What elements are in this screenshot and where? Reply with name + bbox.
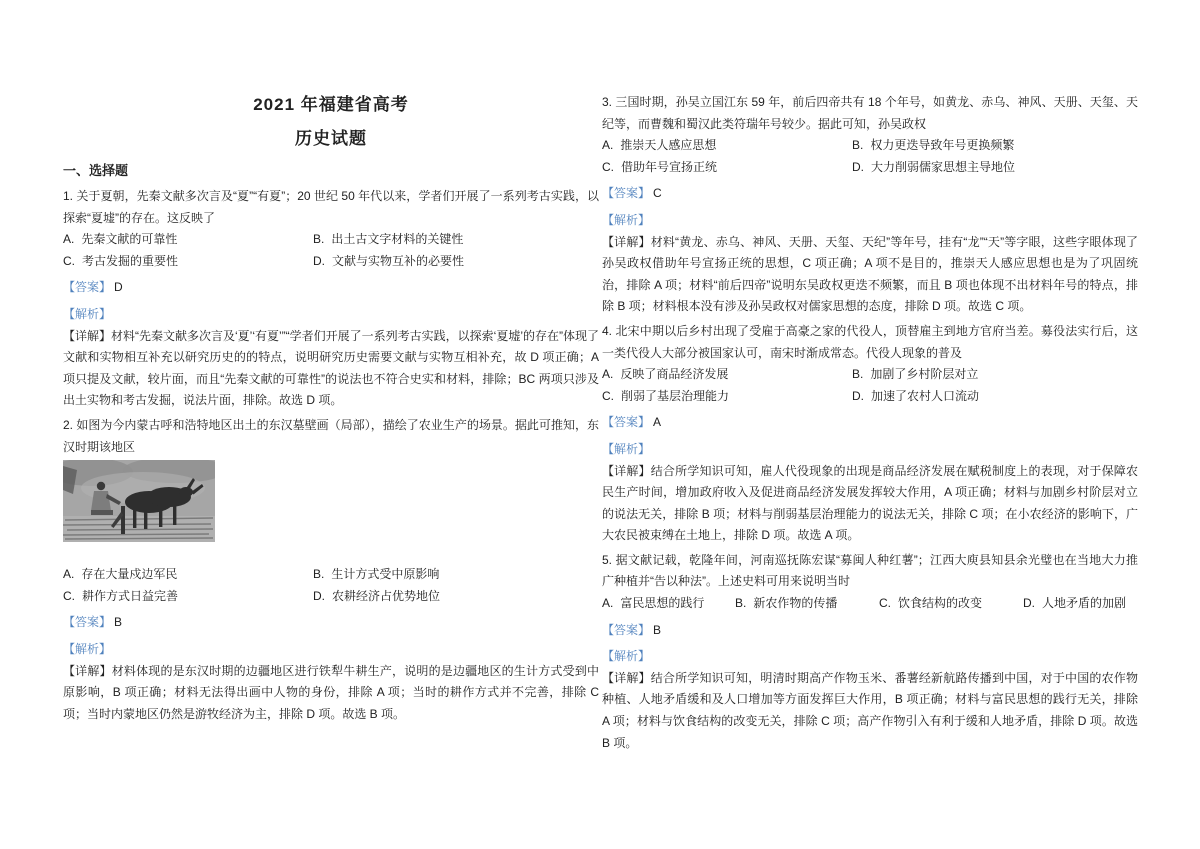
page-title-line-1: 2021 年福建省高考 xyxy=(253,95,409,114)
question-1-option-a: A. 先秦文献的可靠性 xyxy=(63,232,178,247)
question-3-option-b: B. 权力更迭导致年号更换频繁 xyxy=(852,138,1015,153)
question-4-option-c: C. 削弱了基层治理能力 xyxy=(602,388,730,403)
question-3-answer: 【答案】 C xyxy=(602,186,662,201)
right-column xyxy=(602,88,1138,754)
question-5-stem: 5. 据文献记载，乾隆年间，河南巡抚陈宏谋“募闽人种红薯”；江西大庾县知县余光璧也在当地大力推广种植并“告以种法”。上述史料可用来说明当时 xyxy=(602,552,1138,589)
question-4 xyxy=(602,321,1138,547)
section-heading: 一、选择题 xyxy=(63,163,129,178)
question-4-analysis-label: 【解析】 xyxy=(602,441,651,456)
question-3-option-d: D. 大力削弱儒家思想主导地位 xyxy=(852,159,1016,174)
question-3-detail: 【详解】材料“黄龙、赤乌、神风、天册、天玺、天纪”等年号，挂有“龙”“天”等字眼，这些字眼体现了孙吴政权借助年号宣扬正统的思想，C 项正确；A 项不是目的，推崇天人感应思想也是为了巩固统治，排除 A 项；材料“前后四帝”说明东吴政权更迭不频繁，而且 B 项也体现不出材料年号的特点，排除 B 项；材料根本没有涉及孙吴政权对儒家思想的态度，排除 D 项。故选 C 项。 xyxy=(602,234,1138,314)
question-5-option-a: A. 富民思想的践行 xyxy=(602,596,705,611)
question-1-option-d: D. 文献与实物互补的必要性 xyxy=(313,253,465,268)
question-4-option-a: A. 反映了商品经济发展 xyxy=(602,367,729,382)
question-3 xyxy=(602,92,1138,318)
question-5-analysis-label: 【解析】 xyxy=(602,649,651,664)
question-4-option-b: B. 加剧了乡村阶层对立 xyxy=(852,367,979,382)
question-4-stem: 4. 北宋中期以后乡村出现了受雇于高豪之家的代役人，顶替雇主到地方官府当差。募役法实行后，这一类代役人大部分被国家认可，南宋时渐成常态。代役人现象的普及 xyxy=(602,323,1138,360)
question-2-analysis-label: 【解析】 xyxy=(63,641,112,656)
question-1-analysis-label: 【解析】 xyxy=(63,306,112,321)
question-1-option-b: B. 出土古文字材料的关键性 xyxy=(313,232,464,247)
question-3-options xyxy=(602,135,1138,178)
question-1-detail: 【详解】材料“先秦文献多次言及‘夏’‘有夏’”“学者们开展了一系列考古实践，以探索‘夏墟’的存在”体现了文献和实物相互补充以研究历史的的特点，说明研究历史需要文献与实物互相补充，故 D 项正确；A 项只提及文献，较片面，而且“先秦文献的可靠性”的说法也不符合史实和材料，排除；BC 两项只涉及出土实物和考古发掘，说法片面，排除。故选 D 项。 xyxy=(63,328,599,408)
question-1-stem: 1. 关于夏朝，先秦文献多次言及“夏”“有夏”；20 世纪 50 年代以来，学者们开展了一系列考古实践，以探索“夏墟”的存在。这反映了 xyxy=(63,189,599,225)
question-2-option-d: D. 农耕经济占优势地位 xyxy=(313,588,441,603)
question-2-option-c: C. 耕作方式日益完善 xyxy=(63,588,179,603)
left-column xyxy=(63,88,599,725)
question-3-analysis-label: 【解析】 xyxy=(602,212,651,227)
question-3-stem: 3. 三国时期，孙吴立国江东 59 年，前后四帝共有 18 个年号，如黄龙、赤乌、神风、天册、天玺、天纪等，而曹魏和蜀汉此类符瑞年号较少。据此可知，孙吴政权 xyxy=(602,95,1138,131)
page-title-line-2: 历史试题 xyxy=(295,129,367,148)
question-3-option-a: A. 推崇天人感应思想 xyxy=(602,138,717,153)
question-1-option-c: C. 考古发掘的重要性 xyxy=(63,253,179,268)
question-5-options xyxy=(602,593,1138,615)
question-2-detail: 【详解】材料体现的是东汉时期的边疆地区进行铁犁牛耕生产，说明的是边疆地区的生计方式受到中原影响，B 项正确；材料无法得出画中人物的身份，排除 A 项；当时的耕作方式并不完善，排除 C 项；当时内蒙地区仍然是游牧经济为主，排除 D 项。故选 B 项。 xyxy=(63,663,599,721)
question-2-options xyxy=(63,564,599,607)
question-5-option-b: B. 新农作物的传播 xyxy=(735,596,838,611)
question-4-answer: 【答案】 A xyxy=(602,415,662,430)
question-3-option-c: C. 借助年号宣扬正统 xyxy=(602,159,718,174)
question-4-detail: 【详解】结合所学知识可知，雇人代役现象的出现是商品经济发展在赋税制度上的表现，对于保障农民生产时间，增加政府收入及促进商品经济发展发挥较大作用，A 项正确；材料与加剧乡村阶层对立的说法无关，排除 B 项；材料与削弱基层治理能力的说法无关，排除 C 项；在小农经济的影响下，广大农民被束缚在土地上，排除 D 项。故选 A 项。 xyxy=(602,463,1138,543)
question-2-option-b: B. 生计方式受中原影响 xyxy=(313,567,440,582)
mural-figure xyxy=(63,460,215,542)
question-5-option-c: C. 饮食结构的改变 xyxy=(879,596,983,611)
question-2-option-a: A. 存在大量戍边军民 xyxy=(63,567,178,582)
question-1-answer: 【答案】 D xyxy=(63,280,123,295)
question-5 xyxy=(602,550,1138,754)
question-4-options xyxy=(602,364,1138,407)
question-2-stem: 2. 如图为今内蒙古呼和浩特地区出土的东汉墓壁画（局部），描绘了农业生产的场景。据此可推知，东汉时期该地区 xyxy=(63,417,599,454)
question-5-option-d: D. 人地矛盾的加剧 xyxy=(1023,596,1127,611)
question-2 xyxy=(63,415,599,725)
question-4-option-d: D. 加速了农村人口流动 xyxy=(852,388,980,403)
question-5-answer: 【答案】 B xyxy=(602,622,662,637)
mural-image xyxy=(63,460,215,542)
question-1-options xyxy=(63,229,599,272)
question-1 xyxy=(63,186,599,412)
question-5-detail: 【详解】结合所学知识可知，明清时期高产作物玉米、番薯经新航路传播到中国，对于中国的农作物种植、人地矛盾缓和及人口增加等方面发挥巨大作用，B 项正确；材料与富民思想的践行无关，排除 A 项；材料与饮食结构的改变无关，排除 C 项；高产作物引入有利于缓和人地矛盾，排除 D 项。故选 B 项。 xyxy=(602,670,1138,750)
question-2-answer: 【答案】 B xyxy=(63,615,123,630)
